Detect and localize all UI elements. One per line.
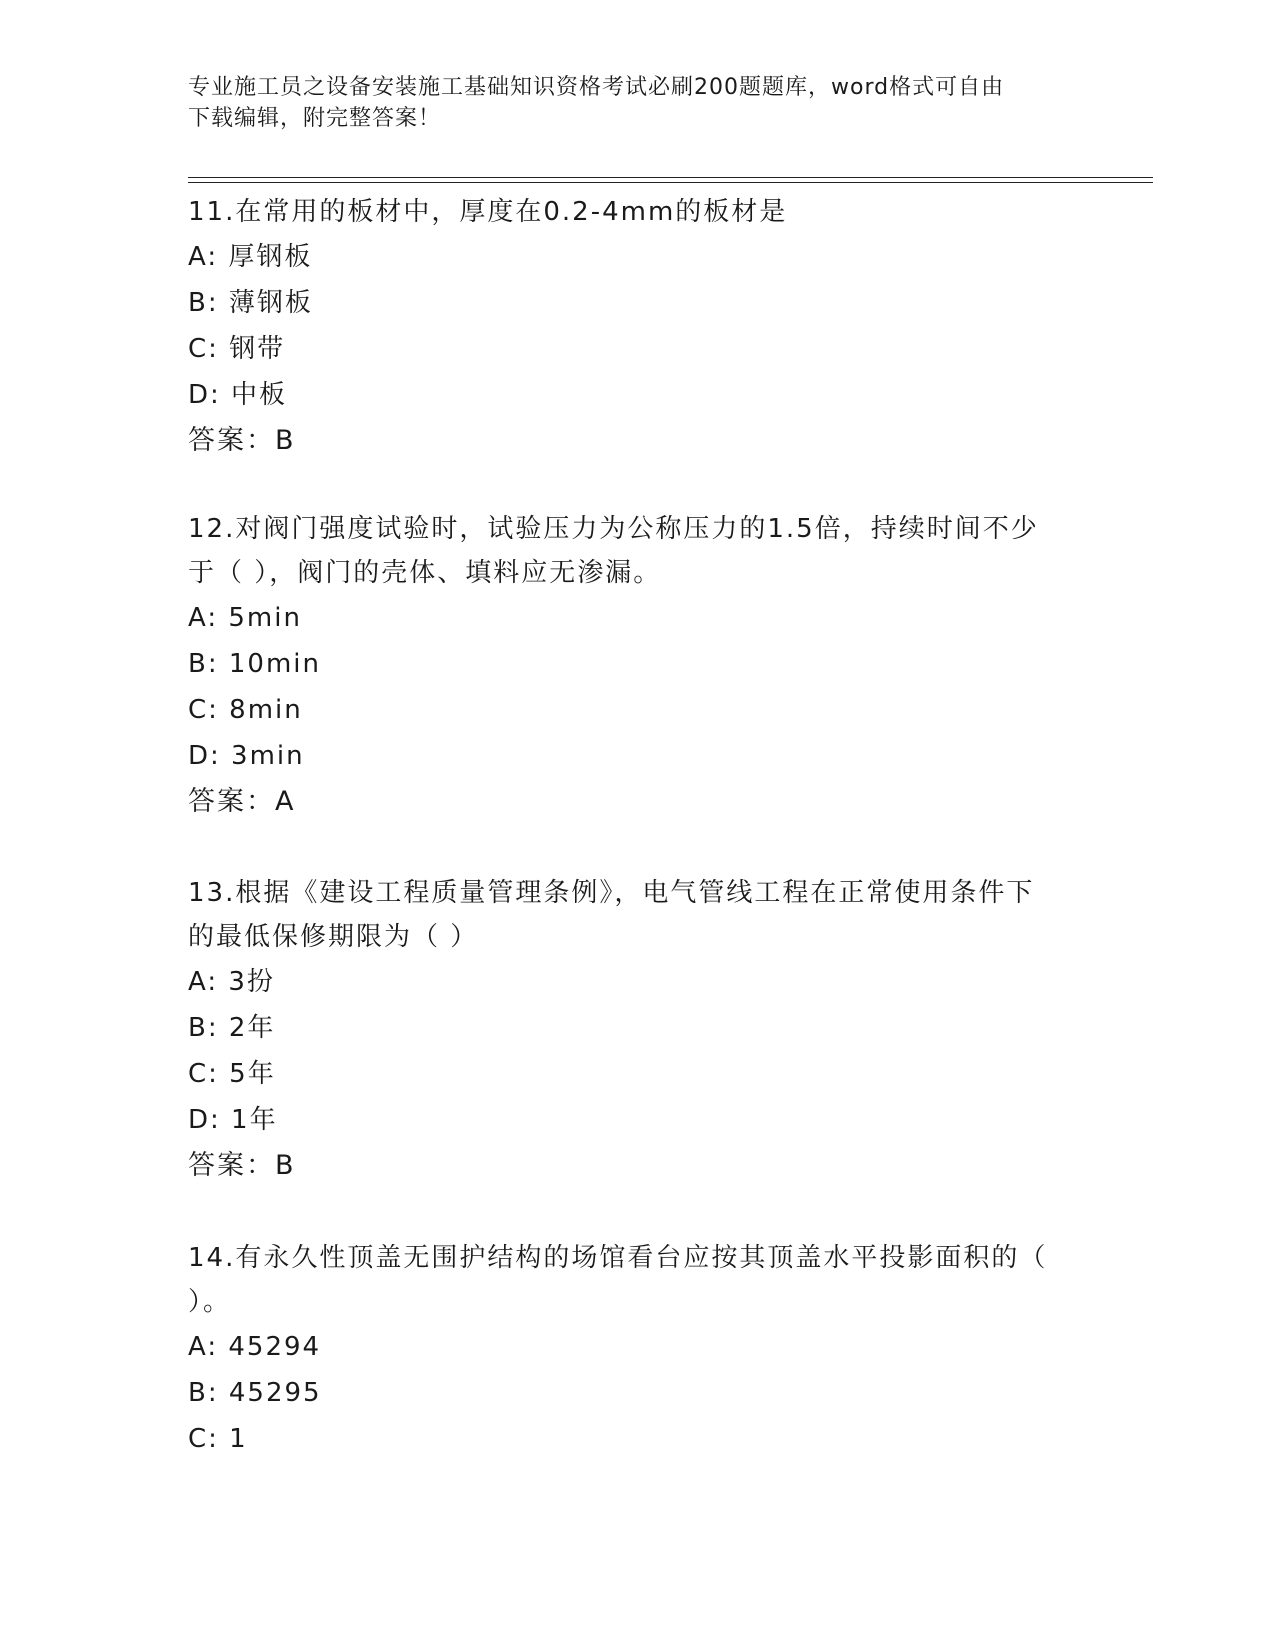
option-a: A: 3扮 (188, 967, 275, 997)
question-title-line-2: ）。 (188, 1287, 232, 1317)
option-d: D: 中板 (188, 380, 288, 410)
option-d: D: 3min (188, 741, 305, 771)
answer: 答案：B (188, 425, 296, 456)
question-title-line-2: 于（ ），阀门的壳体、填料应无渗漏。 (188, 558, 662, 588)
answer: 答案：A (188, 786, 296, 817)
question-13 (188, 871, 1088, 1189)
option-c: C: 8min (188, 695, 303, 725)
question-12 (188, 507, 1088, 825)
option-b: B: 10min (188, 649, 321, 679)
header-divider-bottom (188, 182, 1153, 183)
answer: 答案：B (188, 1150, 296, 1181)
header-line-2: 下载编辑，附完整答案！ (188, 106, 442, 131)
option-a: A: 5min (188, 603, 302, 633)
option-b: B: 45295 (188, 1378, 322, 1408)
question-title-line-1: 14.有永久性顶盖无围护结构的场馆看台应按其顶盖水平投影面积的（ (188, 1243, 1048, 1273)
option-c: C: 5年 (188, 1059, 276, 1089)
option-a: A: 厚钢板 (188, 242, 313, 272)
option-c: C: 钢带 (188, 334, 286, 364)
option-d: D: 1年 (188, 1105, 278, 1135)
option-b: B: 2年 (188, 1013, 276, 1043)
option-c: C: 1 (188, 1424, 248, 1454)
option-a: A: 45294 (188, 1332, 322, 1362)
header-line-1: 专业施工员之设备安装施工基础知识资格考试必刷200题题库，word格式可自由 (188, 75, 1005, 100)
question-title-line-1: 12.对阀门强度试验时，试验压力为公称压力的1.5倍，持续时间不少 (188, 514, 1039, 544)
question-14 (188, 1236, 1088, 1462)
option-b: B: 薄钢板 (188, 288, 313, 318)
header-divider-top (188, 177, 1153, 178)
document-header (188, 72, 1088, 134)
question-title-line-1: 13.根据《建设工程质量管理条例》，电气管线工程在正常使用条件下 (188, 878, 1035, 908)
question-title: 11.在常用的板材中，厚度在0.2-4mm的板材是 (188, 197, 788, 227)
question-11 (188, 190, 1088, 464)
question-title-line-2: 的最低保修期限为（ ） (188, 922, 479, 952)
